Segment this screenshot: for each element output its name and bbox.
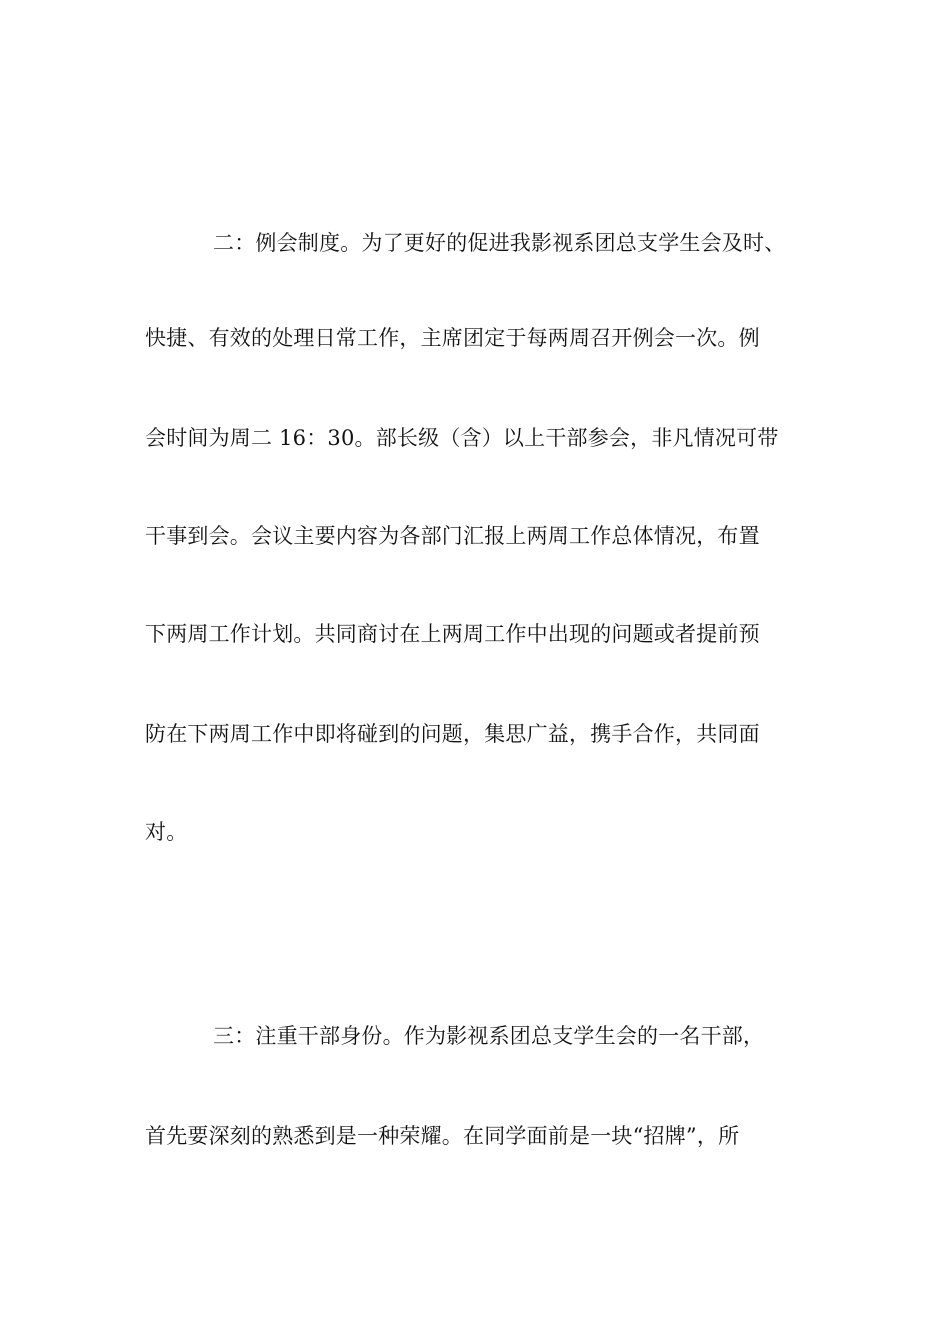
paragraph-2-line-5: 下两周工作计划。共同商讨在上两周工作中出现的问题或者提前预 (145, 622, 760, 646)
paragraph-2-line-2: 快捷、有效的处理日常工作，主席团定于每两周召开例会一次。例 (145, 326, 760, 350)
paragraph-2-line-4: 干事到会。会议主要内容为各部门汇报上两周工作总体情况，布置 (145, 524, 760, 548)
paragraph-3-line-2: 首先要深刻的熟悉到是一种荣耀。在同学面前是一块“招牌”，所 (145, 1124, 740, 1148)
paragraph-2-line-7: 对。 (145, 820, 188, 844)
paragraph-2-line-3: 会时间为周二 16：30。部长级（含）以上干部参会，非凡情况可带 (145, 426, 779, 450)
paragraph-3-line-1: 三：注重干部身份。作为影视系团总支学生会的一名干部， (213, 1024, 765, 1048)
paragraph-2-line-6: 防在下两周工作中即将碰到的问题，集思广益，携手合作，共同面 (145, 722, 760, 746)
paragraph-2-line-1: 二：例会制度。为了更好的促进我影视系团总支学生会及时、 (213, 231, 786, 255)
